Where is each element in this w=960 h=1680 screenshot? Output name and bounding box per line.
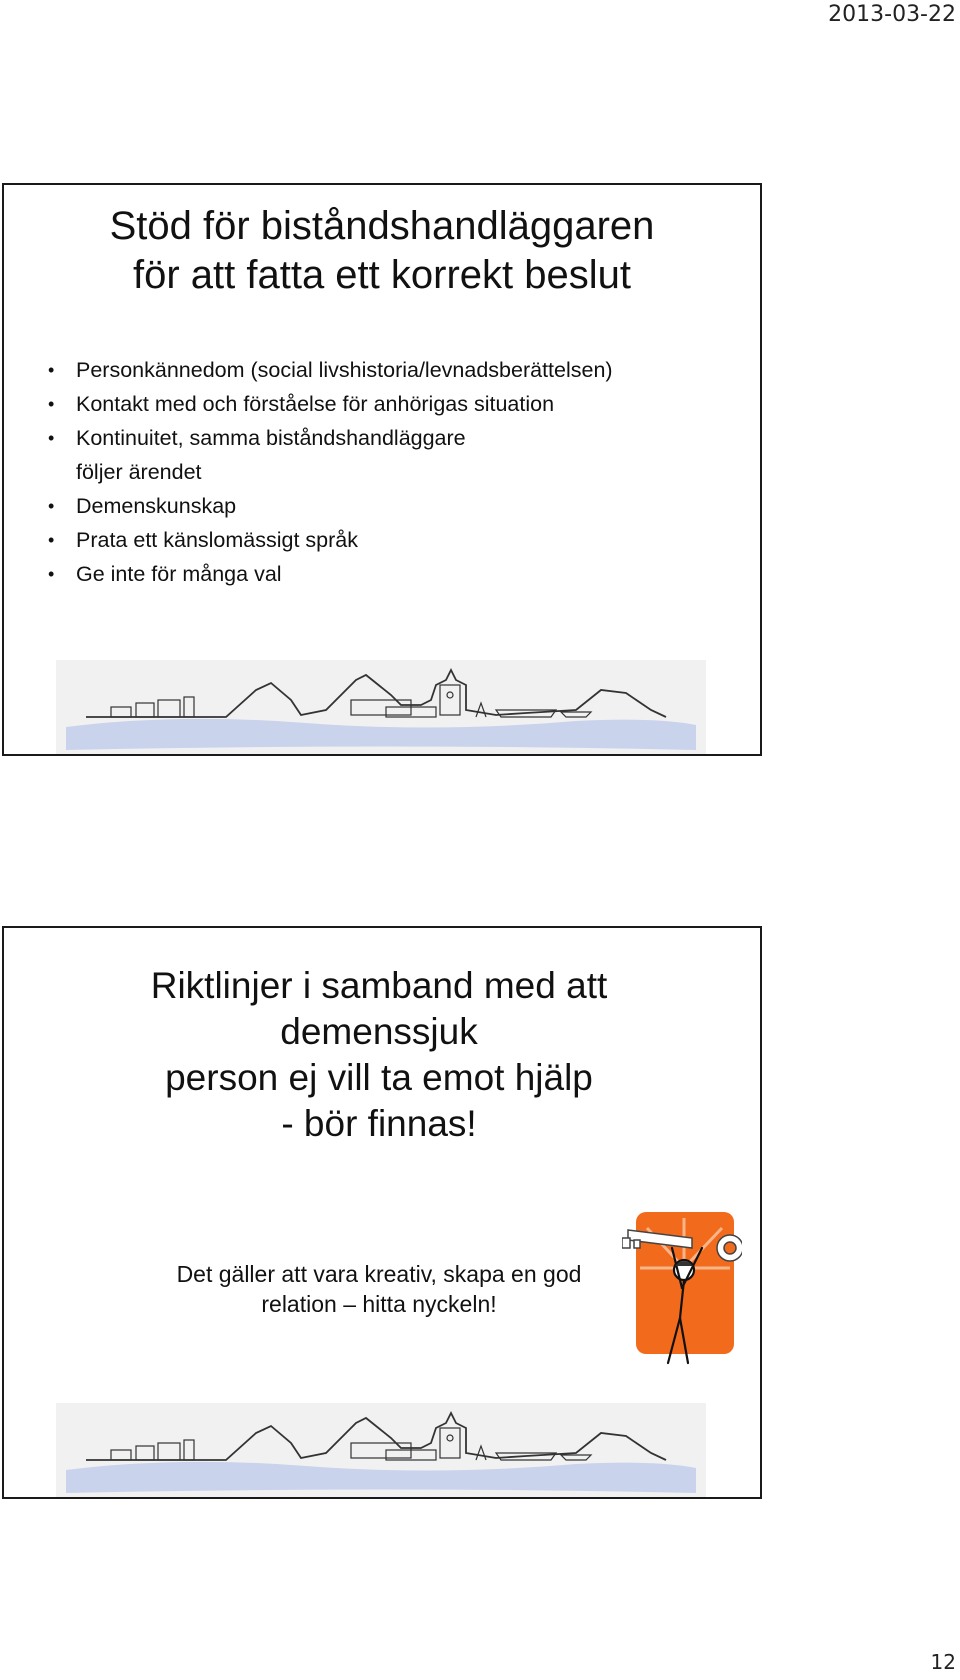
slide-1	[2, 183, 762, 756]
slide-2-title	[4, 963, 754, 1147]
bullet-item: • Demenskunskap	[48, 489, 613, 523]
slide-2-title-line: - bör finnas!	[281, 1103, 477, 1144]
header-date: 2013-03-22	[828, 2, 956, 27]
bullet-item: • Personkännedom (social livshistoria/levnadsberättelsen)	[48, 353, 613, 387]
bullet-item-continuation: följer ärendet	[76, 460, 202, 484]
bullet-item: • Ge inte för många val	[48, 557, 613, 591]
skyline-illustration	[56, 655, 706, 755]
slide-2-title-line: Riktlinjer i samband med att	[150, 965, 608, 1006]
slide-1-bullet-list	[48, 353, 613, 591]
page-number: 12	[930, 1650, 956, 1674]
slide-1-title-line-1: Stöd för biståndshandläggaren	[109, 204, 655, 248]
slide-2-title-line: demenssjuk	[280, 1011, 478, 1052]
bullet-item: • Prata ett känslomässigt språk	[48, 523, 613, 557]
bullet-item: • Kontakt med och förståelse för anhörigas situation	[48, 387, 613, 421]
key-figure-illustration	[622, 1208, 742, 1368]
bullet-item: • Kontinuitet, samma biståndshandläggare	[48, 421, 613, 455]
slide-1-title-line-2: för att fatta ett korrekt beslut	[132, 253, 631, 297]
skyline-illustration	[56, 1398, 706, 1498]
slide-2-subtitle-line: relation – hitta nyckeln!	[261, 1291, 497, 1317]
slide-2-title-line: person ej vill ta emot hjälp	[165, 1057, 593, 1098]
slide-1-title	[4, 202, 760, 300]
slide-2-subtitle-line: Det gäller att vara kreativ, skapa en god	[176, 1261, 582, 1287]
